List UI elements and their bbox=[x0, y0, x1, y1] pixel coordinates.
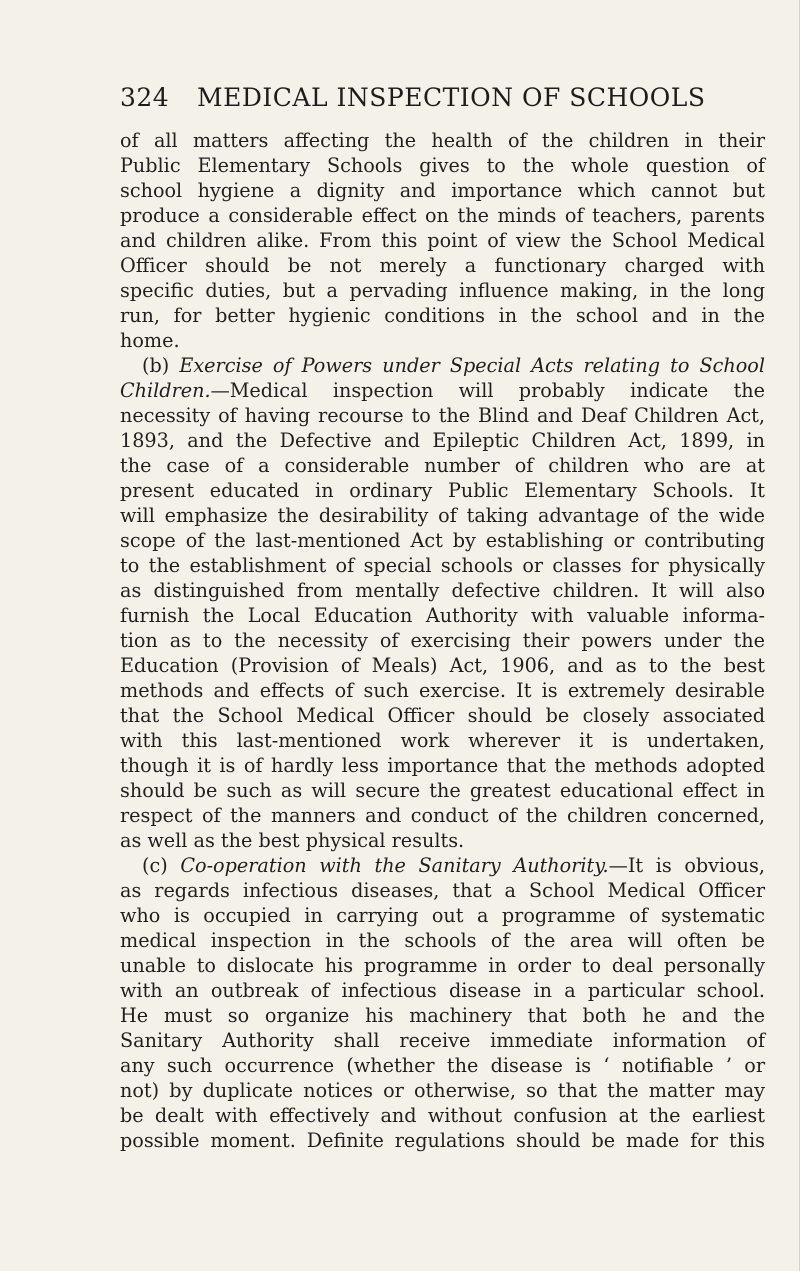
text-line: scope of the last-mentioned Act by establishing or contributing bbox=[120, 529, 765, 552]
page-number: 324 bbox=[120, 83, 170, 112]
text-line: present educated in ordinary Public Elementary Schools. It bbox=[120, 479, 765, 502]
text-line: Public Elementary Schools gives to the whole question of bbox=[120, 154, 765, 177]
text-line: not) by duplicate notices or otherwise, so that the matter may bbox=[120, 1079, 765, 1102]
text-line: medical inspection in the schools of the area will often be bbox=[120, 929, 765, 952]
text-line: to the establishment of special schools or classes for physically bbox=[120, 554, 765, 577]
text-line: with this last-mentioned work wherever it is undertaken, bbox=[120, 729, 765, 752]
text-line: possible moment. Definite regulations should be made for this bbox=[120, 1129, 765, 1152]
body-text bbox=[120, 128, 765, 1153]
section-heading-c: (c) Co-operation with the Sanitary Authority.—It is obvious, bbox=[142, 854, 765, 877]
section-label: (c) bbox=[142, 854, 181, 877]
text-line: run, for better hygienic conditions in the school and in the bbox=[120, 304, 765, 327]
text-line: 1893, and the Defective and Epileptic Children Act, 1899, in bbox=[120, 429, 765, 452]
section-title: Co-operation with the Sanitary Authority. bbox=[180, 854, 609, 877]
text-line: with an outbreak of infectious disease in a particular school. bbox=[120, 979, 765, 1002]
text-line: as well as the best physical results. bbox=[120, 829, 465, 852]
text-line: the case of a considerable number of children who are at bbox=[120, 454, 765, 477]
page-header bbox=[120, 83, 706, 123]
text-line: that the School Medical Officer should be closely associated bbox=[120, 704, 765, 727]
text-line: unable to dislocate his programme in order to deal personally bbox=[120, 954, 765, 977]
text-line: of all matters affecting the health of the children in their bbox=[120, 129, 765, 152]
text-line: methods and effects of such exercise. It is extremely desirable bbox=[120, 679, 765, 702]
text-line: Education (Provision of Meals) Act, 1906, and as to the best bbox=[120, 654, 765, 677]
text-line: should be such as will secure the greatest educational effect in bbox=[120, 779, 765, 802]
text-line: and children alike. From this point of view the School Medical bbox=[120, 229, 765, 252]
text-line: furnish the Local Education Authority with valuable informa- bbox=[120, 604, 765, 627]
text-line: as distinguished from mentally defective children. It will also bbox=[120, 579, 765, 602]
running-head: MEDICAL INSPECTION OF SCHOOLS bbox=[197, 83, 706, 112]
text-line: tion as to the necessity of exercising their powers under the bbox=[120, 629, 765, 652]
text-line: necessity of having recourse to the Blind and Deaf Children Act, bbox=[120, 404, 765, 427]
text-line: will emphasize the desirability of taking advantage of the wide bbox=[120, 504, 765, 527]
section-title: Children. bbox=[120, 379, 211, 402]
text-line: though it is of hardly less importance that the methods adopted bbox=[120, 754, 765, 777]
text-line: home. bbox=[120, 329, 180, 352]
text-line: He must so organize his machinery that both he and the bbox=[120, 1004, 765, 1027]
section-title: Exercise of Powers under Special Acts relating to School bbox=[179, 354, 765, 377]
section-heading-b bbox=[120, 353, 765, 378]
text-line: who is occupied in carrying out a programme of systematic bbox=[120, 904, 765, 927]
text-line: produce a considerable effect on the minds of teachers, parents bbox=[120, 204, 765, 227]
text-line: Sanitary Authority shall receive immediate information of bbox=[120, 1029, 765, 1052]
text-line: specific duties, but a pervading influence making, in the long bbox=[120, 279, 765, 302]
text-line: school hygiene a dignity and importance which cannot but bbox=[120, 179, 765, 202]
section-label: (b) bbox=[142, 354, 180, 377]
text-line: respect of the manners and conduct of the children concerned, bbox=[120, 804, 765, 827]
text-line: be dealt with effectively and without confusion at the earliest bbox=[120, 1104, 765, 1127]
text-line: Officer should be not merely a functionary charged with bbox=[120, 254, 765, 277]
text-line: as regards infectious diseases, that a School Medical Officer bbox=[120, 879, 765, 902]
text-line: any such occurrence (whether the disease is ‘ notifiable ’ or bbox=[120, 1054, 765, 1077]
text-line: Children.—Medical inspection will probably indicate the bbox=[120, 379, 765, 402]
